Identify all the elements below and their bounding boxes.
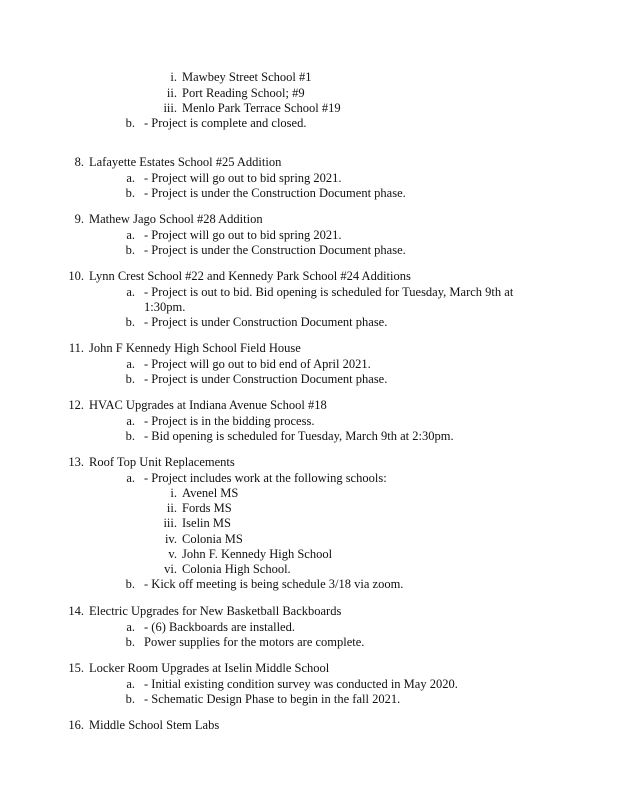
list-marker: iii.: [163, 516, 177, 530]
section-title: HVAC Upgrades at Indiana Avenue School #18: [89, 398, 327, 412]
list-text: - Project is under Construction Document phase.: [144, 315, 388, 329]
section-title: Lynn Crest School #22 and Kennedy Park School #24 Additions: [89, 269, 411, 283]
list-text: Colonia High School.: [182, 562, 291, 576]
list-text: Mawbey Street School #1: [182, 70, 312, 84]
list-marker: a.: [126, 171, 135, 185]
list-text: - Project is in the bidding process.: [144, 414, 315, 428]
section-number: 14.: [68, 604, 84, 618]
list-text: Port Reading School; #9: [182, 86, 305, 100]
list-text: - Project will go out to bid end of April 2021.: [144, 357, 371, 371]
list-marker: i.: [170, 70, 177, 84]
list-text: - Project is under the Construction Document phase.: [144, 186, 406, 200]
list-text: Fords MS: [182, 501, 232, 515]
list-marker: b.: [125, 315, 135, 329]
section-number: 11.: [68, 341, 84, 355]
section-title: Electric Upgrades for New Basketball Backboards: [89, 604, 342, 618]
list-marker: b.: [125, 243, 135, 257]
list-marker: iii.: [163, 101, 177, 115]
list-text: Power supplies for the motors are complete.: [144, 635, 365, 649]
list-text: - (6) Backboards are installed.: [144, 620, 295, 634]
list-text: Iselin MS: [182, 516, 231, 530]
list-text: - Project will go out to bid spring 2021.: [144, 228, 342, 242]
section-title: Locker Room Upgrades at Iselin Middle School: [89, 661, 330, 675]
list-text: - Project is under Construction Document phase.: [144, 372, 388, 386]
list-marker: b.: [125, 692, 135, 706]
list-marker: v.: [168, 547, 177, 561]
section-number: 15.: [68, 661, 84, 675]
section-title: Roof Top Unit Replacements: [89, 455, 235, 469]
section-number: 9.: [74, 212, 84, 226]
list-marker: b.: [125, 635, 135, 649]
list-text: - Project will go out to bid spring 2021.: [144, 171, 342, 185]
section-title: John F Kennedy High School Field House: [89, 341, 301, 355]
list-text: - Project is complete and closed.: [144, 116, 307, 130]
list-marker: b.: [125, 116, 135, 130]
list-text: Colonia MS: [182, 532, 243, 546]
list-marker: b.: [125, 429, 135, 443]
list-text: - Project is out to bid. Bid opening is scheduled for Tuesday, March 9th at: [144, 285, 514, 299]
list-text: - Bid opening is scheduled for Tuesday, March 9th at 2:30pm.: [144, 429, 454, 443]
section-number: 8.: [74, 155, 84, 169]
list-text-continuation: 1:30pm.: [144, 300, 186, 314]
list-marker: ii.: [166, 86, 177, 100]
list-text: - Project includes work at the following schools:: [144, 471, 387, 485]
section-number: 12.: [68, 398, 84, 412]
list-marker: a.: [126, 620, 135, 634]
list-marker: vi.: [164, 562, 177, 576]
section-title: Middle School Stem Labs: [89, 718, 220, 732]
list-marker: a.: [126, 414, 135, 428]
list-marker: a.: [126, 285, 135, 299]
list-marker: a.: [126, 228, 135, 242]
list-marker: i.: [170, 486, 177, 500]
list-marker: a.: [126, 677, 135, 691]
section-number: 13.: [68, 455, 84, 469]
list-marker: ii.: [166, 501, 177, 515]
list-text: - Initial existing condition survey was conducted in May 2020.: [144, 677, 458, 691]
list-text: Avenel MS: [182, 486, 239, 500]
section-title: Lafayette Estates School #25 Addition: [89, 155, 282, 169]
section-number: 16.: [68, 718, 84, 732]
list-text: - Kick off meeting is being schedule 3/18 via zoom.: [144, 577, 404, 591]
list-text: John F. Kennedy High School: [182, 547, 333, 561]
list-text: Menlo Park Terrace School #19: [182, 101, 341, 115]
list-marker: b.: [125, 372, 135, 386]
list-marker: a.: [126, 357, 135, 371]
list-marker: iv.: [164, 532, 177, 546]
section-number: 10.: [68, 269, 84, 283]
list-marker: b.: [125, 186, 135, 200]
list-text: - Schematic Design Phase to begin in the fall 2021.: [144, 692, 401, 706]
list-marker: a.: [126, 471, 135, 485]
list-marker: b.: [125, 577, 135, 591]
section-title: Mathew Jago School #28 Addition: [89, 212, 263, 226]
list-text: - Project is under the Construction Document phase.: [144, 243, 406, 257]
